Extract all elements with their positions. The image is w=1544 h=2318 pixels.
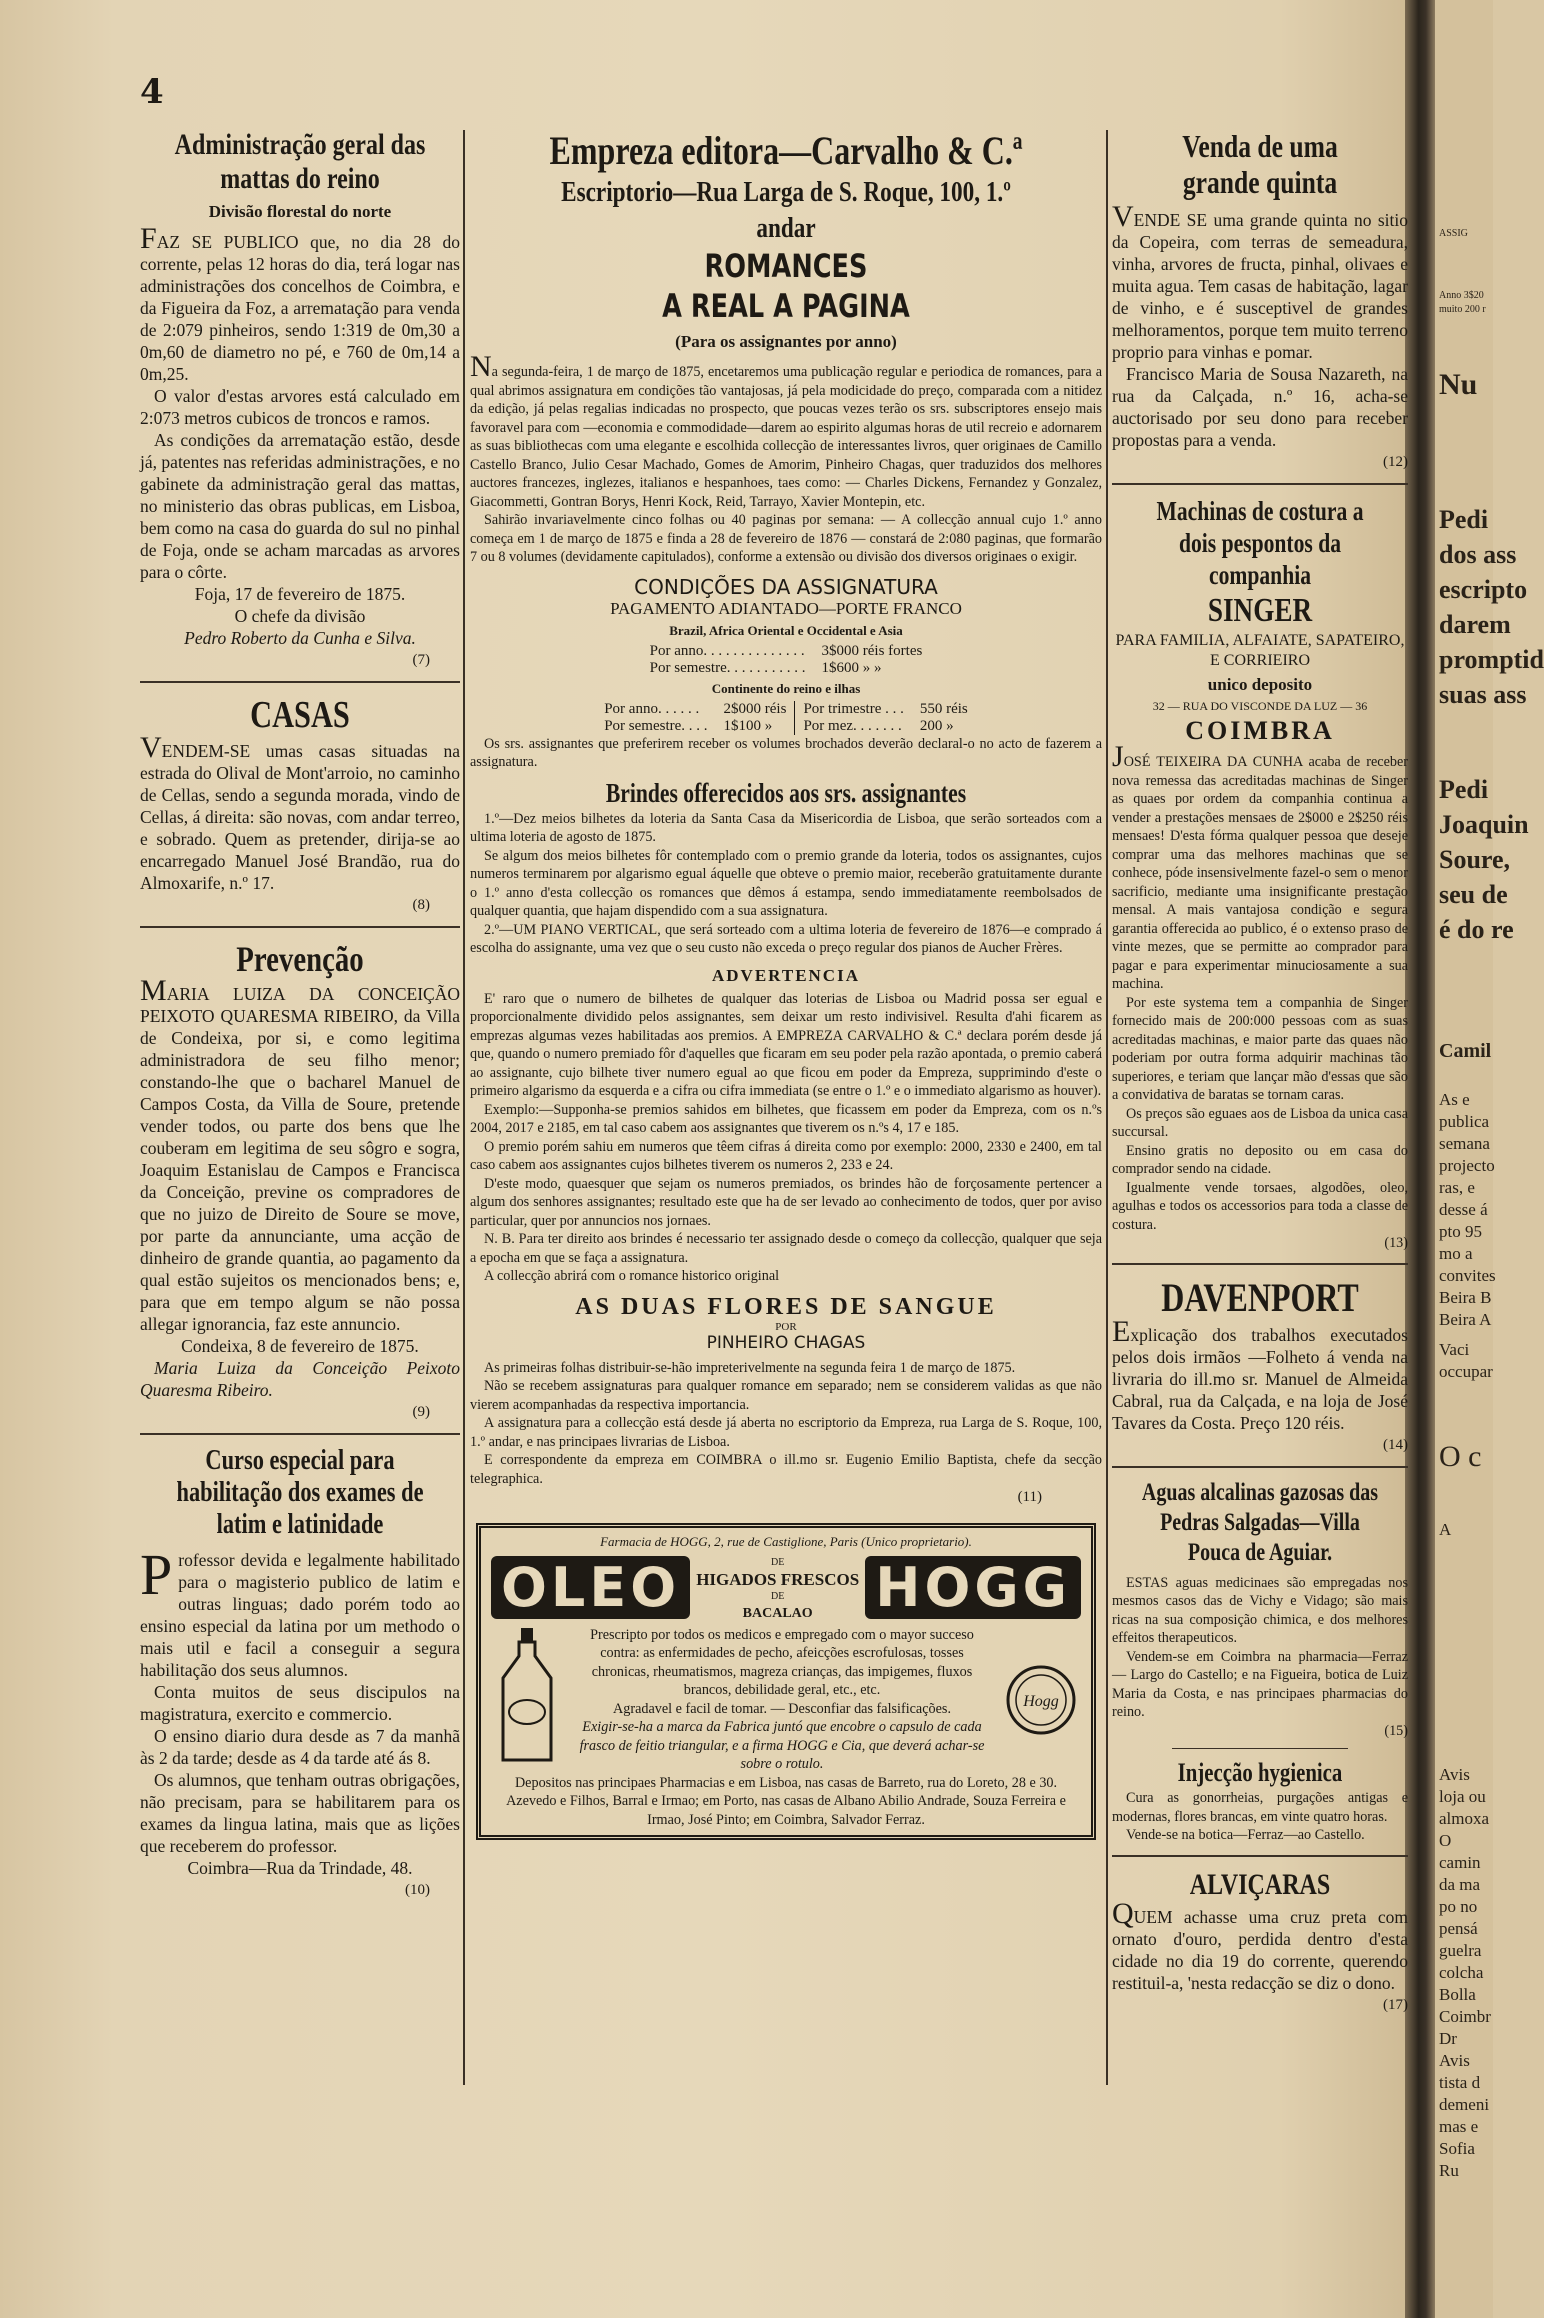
injeccao-body-2: Vende-se na botica—Ferraz—ao Castello. (1126, 1827, 1365, 1843)
aguas-body-2: Vendem-se em Coimbra na pharmacia—Ferraz — Largo do Castello; e na Figueira, botica de Luiz Maria da Costa, e nas principaes pharmacias do reino. (1112, 1648, 1408, 1720)
fragment: muito 200 r (1439, 304, 1486, 315)
price-value: 3$000 réis fortes (821, 642, 923, 659)
fragment: Anno 3$20 (1439, 290, 1484, 301)
hogg-higados: HIGADOS FRESCOS (696, 1569, 860, 1589)
fragment: Dr (1439, 2029, 1457, 2048)
table-row (596, 701, 976, 718)
fragment: Pedi (1439, 775, 1489, 804)
curso-body-4: Os alumnos, que tenham outras obrigações, não precisam, para se habilitarem para os exames da lingua latina, mais que as lições que receberem do professor. (140, 1770, 460, 1856)
final-3: A assignatura para a collecção está desde já aberta no escriptorio da Empreza, rua Larga de S. Roque, 100, 1.º andar, e nas principaes livrarias de Lisboa. (470, 1415, 1102, 1450)
fragment: ras, e (1439, 1178, 1475, 1197)
fragment: Bolla (1439, 1985, 1476, 2004)
column-rule (463, 130, 465, 2085)
matas-chief: O chefe da divisão (234, 606, 366, 626)
hogg-bacalao: BACALAO (742, 1605, 813, 1621)
advertencia-2: Exemplo:—Supponha-se premios sahidos em bilhetes, que ficassem em poder da Empreza, com os n.ºs 2004, 2017 e 2185, em tal caso cabem aos assignantes que tiverem os n.ºs 4, 17 e 185. (470, 1101, 1102, 1136)
ad-number: (14) (1383, 1436, 1408, 1453)
fragment: occupar (1439, 1362, 1493, 1381)
fragment: Avis (1439, 2051, 1470, 2070)
fragment: tista d (1439, 2073, 1481, 2092)
fragment: ASSIG (1439, 228, 1468, 239)
table-row (642, 660, 931, 677)
singer-deposit: unico deposito (1207, 675, 1313, 694)
quinta-body-2: Francisco Maria de Sousa Nazareth, na rua da Calçada, n.º 16, acha-se auctorisado por seu dono para receber propostas para a venda. (1112, 364, 1408, 450)
fragment: pensá (1439, 1919, 1478, 1938)
dropcap: Q (1112, 1896, 1134, 1930)
empreza-subtitle: Escriptorio—Rua Larga de S. Roque, 100, 1.º andar (561, 176, 1011, 244)
singer-body-5: Igualmente vende torsaes, algodões, oleo, agulhas e todos os accessorios para toda a classe de costura. (1112, 1179, 1408, 1233)
alvicaras-title: ALVIÇARAS (1189, 1867, 1331, 1901)
ad-number: (10) (405, 1882, 430, 1898)
brindes-title: Brindes offerecidos aos srs. assignantes (605, 777, 967, 808)
fragment: Coimbr (1439, 2007, 1491, 2026)
fragment: da ma (1439, 1875, 1481, 1894)
brazil-prices (642, 643, 931, 677)
hogg-seal-icon (1001, 1626, 1081, 1774)
ad-number: (17) (1383, 1996, 1408, 2013)
fragment: suas ass (1439, 680, 1527, 709)
fragment: semana (1439, 1134, 1490, 1153)
dropcap: P (140, 1542, 173, 1607)
fragment: loja ou (1439, 1787, 1486, 1806)
advertencia-1: E' raro que o numero de bilhetes de qualquer das loterias de Lisboa ou Madrid possa ser egual e proporcionalmente dividido pelos assignantes, sem deixar um resto indivisivel. Resulta d'ahi ficarem as emprezas algumas vezes habilitadas aos premios. A EMPREZA CARVALHO & C.ª declara porém desde já que, quando o numero premiado fôr d'aquelles que ficaram em seu poder pela razão apontada, o premio caberá ao assignante, cujo bilhete tiver numero egual ao que ficou em poder da Empreza, supprimindo d'este o primeiro algarismo da esquerda e a cifra ou cifra immediata (se entre o 1.º e o immediato algarismo as houver). (470, 990, 1102, 1099)
ad-number: (7) (412, 652, 430, 668)
brindes-2: Se algum dos meios bilhetes fôr contemplado com o premio grande da loteria, todos os assignantes, cujos numeros terminarem por algarismo egual áquelle que obteve o premio maior, receberão gratuitamente durante o 1.º anno d'esta collecção os romances que dêmos á estampa, sendo immediatamente reembolsados de qualquer quantia, que hajam dispendido com a sua assignatura. (470, 847, 1102, 919)
fragment: guelra (1439, 1941, 1482, 1960)
empreza-title: Empreza editora—Carvalho & C.ª (549, 128, 1023, 173)
advertencia-6: A collecção abrirá com o romance historico original (484, 1268, 780, 1284)
price-value: 200 » (919, 717, 954, 734)
price-value: 2$000 réis (716, 701, 795, 718)
hogg-text-2: Agradavel e facil de tomar. — Desconfiar das falsificações. (613, 1700, 951, 1717)
fragment: dos ass (1439, 540, 1517, 569)
advertencia-5: N. B. Para ter direito aos brindes é necessario ter assignado desde o começo da collecção, qualquer que seja a epocha em que se faça a assignatura. (470, 1231, 1102, 1266)
ad-number: (8) (412, 897, 430, 913)
fragment: Sofia (1439, 2139, 1475, 2158)
matas-body: AZ SE PUBLICO que, no dia 28 do corrente, pelas 12 horas do dia, terá logar nas administrações dos concelhos de Coimbra, e da Figueira da Foz, a arrematação para venda de 2:079 pinheiros, sendo 1:319 de 0m,30 a 0m,60 de diametro no pé, e 760 de 0m,14 a 0m,25. (140, 232, 460, 384)
assignantes-note: (Para os assignantes por anno) (675, 332, 897, 351)
ad-number: (9) (412, 1404, 430, 1420)
aguas-body: ESTAS aguas medicinaes são empregadas nos mesmos casos das de Vichy e Vidago; são mais ricas na sua composição chimica, e dos melhores effeitos therapeuticos. (1112, 1574, 1408, 1646)
dropcap: V (140, 731, 162, 764)
prevencao-date: Condeixa, 8 de fevereiro de 1875. (181, 1336, 419, 1356)
matas-title: Administração geral das mattas do reino (174, 128, 426, 195)
curso-title: Curso especial para habilitação dos exames de latim e latinidade (176, 1445, 424, 1540)
fragment: promptid (1439, 645, 1544, 674)
fragment: O c (1439, 1440, 1482, 1473)
ad-number: (12) (1383, 454, 1408, 470)
fragment: Beira A (1439, 1310, 1492, 1329)
price-label: Por anno. . . . . . . . . . . . . . (649, 642, 805, 659)
davenport-title: DAVENPORT (1161, 1274, 1359, 1320)
casas-title: CASAS (250, 694, 350, 736)
final-1: As primeiras folhas distribuir-se-hão impreterivelmente na segunda feira 1 de março de 1875. (484, 1359, 1016, 1376)
davenport-body: xplicação dos trabalhos executados pelos dois irmãos —Folheto á venda na livraria do ill.mo sr. Manuel de Almeida Cabral, rua da Calçada, e na loja de José Tavares da Costa. Preço 120 réis. (1112, 1324, 1408, 1433)
dropcap: M (140, 974, 167, 1007)
conditions-title: CONDIÇÕES DA ASSIGNATURA (634, 574, 938, 599)
curso-body-3: O ensino diario dura desde as 7 da manhã às 2 da tarde; desde as 4 da tarde até ás 8. (140, 1726, 460, 1768)
fragment: escripto (1439, 575, 1528, 604)
dropcap: E (1112, 1314, 1131, 1348)
reino-prices (596, 701, 976, 735)
price-value: 1$600 » » (821, 659, 882, 676)
hogg-text-1: Prescripto por todos os medicos e empregado com o mayor succeso contra: as enfermidades de pecho, afeicções escrofulosas, tosses chronicas, rheumatismos, magreza crianças, das impigemes, fluxos brancos, debilidade geral, etc., etc. (590, 1626, 974, 1698)
table-row (596, 718, 976, 735)
romance-title: AS DUAS FLORES DE SANGUE (575, 1293, 997, 1320)
prevencao-body: ARIA LUIZA DA CONCEIÇÃO PEIXOTO QUARESMA RIBEIRO, da Villa de Condeixa, por si, e como legitima administradora de seu filho menor; constando-lhe que o bacharel Manuel de Campos Costa, da Villa de Soure, pretende vender todos, ou parte dos bens que lhe couberam em legitima de seu sôgro e sogra, Joaquim Estanislau de Campos e Francisca da Conceição, previne os compradores de que no juizo de Direito de Soure se move, por parte da annunciante, uma acção de dinheiro de grande quantia, ao pagamento da qual estão sujeitos os mencionados bens; e, para que em tempo algum se não possa allegar ignorancia, faz este annuncio. (140, 984, 460, 1334)
fragment: Camil (1439, 1040, 1492, 1062)
fragment: colcha (1439, 1963, 1484, 1982)
fragment: po no (1439, 1897, 1478, 1916)
price-label: Por semestre. . . . . . . . . . . (649, 659, 806, 676)
page-number: 4 (140, 72, 164, 112)
quinta-body: ENDE SE uma grande quinta no sitio da Copeira, com terras de semeadura, vinha, arvores de fructa, pinhal, olivaes e muita agua. Tem casas de habitação, lagar de vinho, e é susceptivel de grandes melhoramentos, porque tem muito terreno proprio para vinhas e pomar. (1112, 210, 1408, 362)
injeccao-body: Cura as gonorrheias, purgações antigas e modernas, flores brancas, em vinte quatro horas. (1112, 1790, 1408, 1825)
fragment: Avis (1439, 1765, 1470, 1784)
adjacent-page-fragment (1435, 0, 1544, 2318)
romance-author: PINHEIRO CHAGAS (706, 1332, 866, 1353)
alvicaras-body: UEM achasse uma cruz preta com ornato d'ouro, perdida dentro d'esta cidade no dia 19 do corrente, querendo restituil-a, 'nesta redacção se diz o dono. (1112, 1906, 1408, 1993)
conditions-subtitle: PAGAMENTO ADIANTADO—PORTE FRANCO (610, 598, 962, 618)
column-rule (1106, 130, 1108, 2085)
singer-brand: SINGER (1207, 592, 1313, 629)
matas-subtitle: Divisão florestal do norte (208, 202, 392, 221)
fragment: pto 95 (1439, 1222, 1482, 1241)
singer-subtitle: PARA FAMILIA, ALFAIATE, SAPATEIRO, E CORRIEIRO (1115, 632, 1405, 669)
matas-body-2: O valor d'estas arvores está calculado em 2:073 metros cubicos de troncos e ramos. (140, 386, 460, 428)
fragment: Soure, (1439, 845, 1511, 874)
prevencao-title: Prevenção (236, 939, 364, 979)
fragment: O (1439, 1831, 1452, 1850)
fragment: Ru (1439, 2161, 1459, 2180)
dropcap: J (1112, 740, 1124, 773)
hogg-wordmark: HOGG (865, 1556, 1081, 1619)
curso-address: Coimbra—Rua da Trindade, 48. (187, 1858, 413, 1878)
fragment: publica (1439, 1112, 1490, 1131)
aguas-title: Aguas alcalinas gazosas das Pedras Salgadas—Villa Pouca de Aguiar. (1141, 1478, 1379, 1566)
price-label: Por trimestre . . . (803, 700, 904, 717)
fragment: A (1439, 1520, 1452, 1539)
singer-title: Machinas de costura a dois pespontos da companhia (1156, 496, 1364, 590)
fragment: demeni (1439, 2095, 1490, 2114)
fragment: camin (1439, 1853, 1481, 1872)
price-label: Por semestre. . . . (604, 717, 708, 734)
fragment: mas e (1439, 2117, 1479, 2136)
singer-body-2: Por este systema tem a companhia de Singer fornecido mais de 200:000 pessoas com as suas acreditadas machinas, e maior parte das quaes não poderiam por outra forma adquirir machinas tão superiores, e teriam que lançar mão d'essas que são a convidativa de baratas se tornam caras. (1112, 994, 1408, 1103)
fragment: é do re (1439, 915, 1514, 944)
price-value: 1$100 » (716, 718, 795, 735)
price-value: 550 réis (919, 700, 968, 717)
ad-number: (13) (1384, 1235, 1408, 1251)
fragment: projecto (1439, 1156, 1495, 1175)
fragment: convites (1439, 1266, 1496, 1285)
conditions-note: Os srs. assignantes que preferirem receber os volumes brochados deverão declaral-o no acto de fazerem a assignatura. (470, 735, 1102, 770)
intro-text: a segunda-feira, 1 de março de 1875, encetaremos uma publicação regular e periodica de romances, para a qual abrimos assignatura em condições tão vantajosas, já pela modicidade do preço, comparada com a nitidez da edição, já pelas regalias indicadas no prospecto, que poucas vezes terão os srs. subscriptores ensejo mais favoravel para com —economia e commodidade—darem ao espirito algumas horas de util recreio e adornarem as suas bibliothecas com uma elegante e escolhida collecção de interessantes livros, quer originaes de Camillo Castello Branco, Julio Cesar Machado, Gomes de Amorim, Pinheiro Chagas, quer traduzidos dos melhores auctores francezes, inglezes, italianos e hespanhoes, taes como: — Charles Dickens, Fernandez y Gonzalez, Giacommetti, Gontran Borys, Henri Kock, Reid, Tarrayo, Xavier Montepin, etc. (470, 364, 1102, 510)
fragment: Pedi (1439, 505, 1489, 534)
ad-number: (11) (1017, 1489, 1042, 1505)
prevencao-signature: Maria Luiza da Conceição Peixoto Quaresma Ribeiro. (140, 1358, 460, 1400)
table-row (642, 643, 931, 660)
fragment: Beira B (1439, 1288, 1492, 1307)
singer-body-3: Os preços são eguaes aos de Lisboa da unica casa succursal. (1112, 1105, 1408, 1140)
fragment: Joaquin (1439, 810, 1529, 839)
hogg-text-3: Exigir-se-ha a marca da Fabrica juntó que encobre o capsulo de cada frasco de feitio triangular, e a firma HOGG e Cia, que deverá achar-se sobre o rotulo. (579, 1719, 985, 1772)
dropcap: V (1112, 200, 1134, 233)
curso-body: rofessor devida e legalmente habilitado para o magisterio publico de latim e outras linguas; dado porém todo ao ensino especial da latina por um methodo o mais util e facil a conseguir a segura habilitação dos seus alumnos. (140, 1550, 460, 1680)
dropcap: N (470, 350, 492, 383)
fragment: almoxa (1439, 1809, 1490, 1828)
quinta-title: Venda de uma grande quinta (1182, 128, 1338, 200)
hogg-advertisement (476, 1523, 1096, 1841)
singer-address: 32 — RUA DO VISCONDE DA LUZ — 36 (1152, 699, 1368, 713)
singer-city: COIMBRA (1185, 716, 1335, 745)
ad-number: (15) (1384, 1722, 1408, 1739)
fragment: Vaci (1439, 1340, 1470, 1359)
fragment: darem (1439, 610, 1511, 639)
real-pagina-heading: A REAL A PAGINA (662, 287, 910, 325)
fragment: seu de (1439, 880, 1508, 909)
final-4: E correspondente da empreza em COIMBRA o ill.mo sr. Eugenio Emilio Baptista, chefe da secção telegraphica. (470, 1452, 1102, 1487)
hogg-seal-text: Hogg (1023, 1692, 1059, 1710)
binding-gutter (1405, 0, 1435, 2318)
singer-body: OSÉ TEIXEIRA DA CUNHA acaba de receber nova remessa das acreditadas machinas de Singer as quaes por ordem da companhia continua a vender a prestações mensaes de 2$000 e 2$250 réis mensaes! D'esta fórma qualquer pessoa que deseje comprar uma das melhores machinas que se conhece, póde insensivelmente fazel-o sem o menor sacrificio, mediante uma insignificante prestação mensal. A mais vantajosa condição e segura garantia offerecida ao publico, é o extenso praso de vinte mezes, que se permitte ao comprador para pagar e para experimentar minuciosamente a sua machina. (1112, 754, 1408, 992)
bottle-icon (491, 1626, 563, 1774)
hogg-de: DE (771, 1556, 785, 1568)
dropcap: F (140, 222, 157, 255)
advertencia-3: O premio porém sahiu em numeros que têem cifras á direita como por exemplo: 2000, 2330 e 2400, em tal caso cabem aos assignantes cujos bilhetes tiverem os numeros 2, 233 e 24. (470, 1138, 1102, 1173)
injeccao-title: Injecção hygienica (1177, 1758, 1343, 1787)
hogg-de: DE (771, 1590, 785, 1602)
romances-heading: ROMANCES (704, 247, 868, 285)
brindes-1: 1.º—Dez meios bilhetes da loteria da Santa Casa da Misericordia de Lisboa, que serão sorteados com a ultima loteria de agosto de 1875. (470, 810, 1102, 845)
singer-body-4: Ensino gratis no deposito ou em casa do comprador sendo na cidade. (1112, 1142, 1408, 1177)
column-left (140, 128, 460, 1901)
curso-body-2: Conta muitos de seus discipulos na magistratura, exercito e commercio. (140, 1682, 460, 1724)
fragment: Nu (1439, 368, 1478, 401)
fragment: mo a (1439, 1244, 1473, 1263)
price-label: Por mez. . . . . . . (803, 717, 902, 734)
column-right (1112, 128, 1408, 2016)
fragment: desse á (1439, 1200, 1488, 1219)
conditions-reino: Continente do reino e ilhas (711, 680, 861, 696)
column-center (470, 128, 1102, 1840)
advertencia-4: D'este modo, quaesquer que sejam os numeros premiados, os brindes hão de forçosamente pertencer a algum dos senhores assignantes; resultado este que ha de ser levado ao conhecimento de todos, quer por aviso particular, quer por annuncios nos jornaes. (470, 1175, 1102, 1229)
matas-signature: Pedro Roberto da Cunha e Silva. (184, 628, 416, 648)
oleo-wordmark: OLEO (491, 1556, 690, 1619)
hogg-text-4: Depositos nas principaes Pharmacias e em Lisboa, nas casas de Barreto, rua do Loreto, 28 e 30. Azevedo e Filhos, Barral e Irmao; em Porto, nas casas de Albano Abilio Andrade, Souza Ferreira e Irmao, José Pinto; em Coimbra, Salvador Ferraz. (506, 1774, 1066, 1828)
brindes-3: 2.º—UM PIANO VERTICAL, que será sorteado com a ultima loteria de fevereiro de 1876—e comprado á escolha do assignante, uma vez que o seu custo não exceda o preço regular dos pianos de Aucher Frères. (470, 921, 1102, 956)
price-label: Por anno. . . . . . (604, 700, 700, 717)
matas-date: Foja, 17 de fevereiro de 1875. (194, 584, 406, 604)
final-2: Não se recebem assignaturas para qualquer romance em separado; nem se considerem validas as que não vierem acompanhadas da respectiva importancia. (470, 1378, 1102, 1413)
advertencia-title: ADVERTENCIA (712, 965, 860, 985)
intro-text-2: Sahirão invariavelmente cinco folhas ou 40 paginas por semana: — A collecção annual cujo 1.º anno começa em 1 de março de 1875 e finda a 28 de fevereiro de 1876 — constará de 2:080 paginas, que formarão 7 ou 8 volumes (devidamente capitulados), conforme a extensão ou divisão dos diversos originaes o exigir. (470, 512, 1102, 565)
romance-por: POR (775, 1320, 797, 1333)
hogg-header: Farmacia de HOGG, 2, rue de Castiglione, Paris (Unico proprietario). (600, 1533, 972, 1549)
conditions-brazil: Brazil, Africa Oriental e Occidental e Asia (669, 622, 903, 638)
fragment: As e (1439, 1090, 1470, 1109)
casas-body: ENDEM-SE umas casas situadas na estrada do Olival de Mont'arroio, no caminho de Cellas, sendo a segunda morada, vindo de Cellas, á direita: são novas, com andar terreo, e sobrado. Quem as pretender, dirija-se ao encarregado Manuel José Brandão, rua do Almoxarife, n.º 17. (140, 741, 460, 893)
matas-body-3: As condições da arrematação estão, desde já, patentes nas referidas administrações, e no gabinete da administração geral das mattas, no ministerio das obras publicas, em Lisboa, bem como na casa do guarda do sul no pinhal de Foja, onde se acham marcadas as arvores para o côrte. (140, 430, 460, 582)
